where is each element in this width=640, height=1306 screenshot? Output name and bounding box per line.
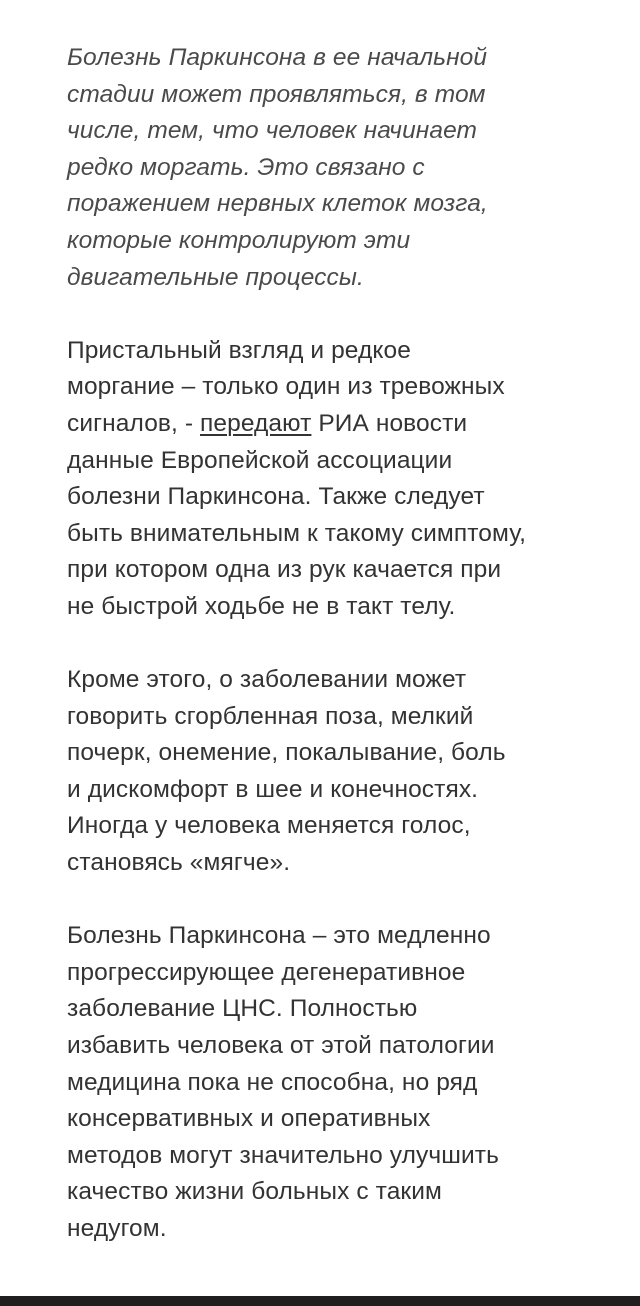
body-paragraph [67, 333, 627, 626]
text-line: становясь «мягче». [67, 849, 291, 877]
text-line: болезни Паркинсона. Также следует [67, 483, 485, 511]
text-line: Иногда у человека меняется голос, [67, 812, 471, 840]
source-link[interactable]: передают [200, 409, 312, 437]
text-line: методов могут значительно улучшить [67, 1141, 499, 1169]
text-line: которые контролируют эти [67, 226, 411, 254]
text-line: двигательные процессы. [67, 263, 364, 291]
text-line-with-link [67, 406, 627, 443]
text-line: при котором одна из рук качается при [67, 556, 502, 584]
text-line: почерк, онемение, покалывание, боль [67, 739, 506, 767]
text-line: консервативных и оперативных [67, 1105, 431, 1133]
text-line: заболевание ЦНС. Полностью [67, 995, 418, 1023]
text-line: редко моргать. Это связано с [67, 153, 425, 181]
text-fragment: сигналов, - [67, 409, 201, 437]
bottom-navigation-bar [0, 1296, 640, 1306]
text-line: не быстрой ходьбе не в такт телу. [67, 592, 456, 620]
text-line: моргание – только один из тревожных [67, 373, 505, 401]
text-line: говорить сгорбленная поза, мелкий [67, 702, 474, 730]
text-line: избавить человека от этой патологии [67, 1032, 495, 1060]
text-line: качество жизни больных с таким [67, 1178, 442, 1206]
text-line: недугом. [67, 1215, 167, 1242]
text-line: прогрессирующее дегенеративное [67, 958, 466, 986]
text-line: числе, тем, что человек начинает [67, 117, 478, 145]
text-line: данные Европейской ассоциации [67, 446, 453, 474]
text-line: быть внимательным к такому симптому, [67, 519, 527, 547]
text-line: Болезнь Паркинсона в ее начальной [67, 44, 488, 71]
text-line: Кроме этого, о заболевании может [67, 666, 467, 694]
text-line: стадии может проявляться, в том [67, 80, 486, 108]
body-paragraph [67, 662, 627, 882]
text-line: поражением нервных клеток мозга, [67, 190, 488, 218]
body-paragraph [67, 918, 627, 1247]
article-body [67, 40, 627, 1248]
text-line: Пристальный взгляд и редкое [67, 336, 411, 364]
text-line: Болезнь Паркинсона – это медленно [67, 922, 491, 950]
lead-paragraph [67, 40, 627, 296]
text-fragment: РИА новости [311, 409, 468, 437]
text-line: медицина пока не способна, но ряд [67, 1068, 478, 1096]
text-line: и дискомфорт в шее и конечностях. [67, 775, 479, 803]
